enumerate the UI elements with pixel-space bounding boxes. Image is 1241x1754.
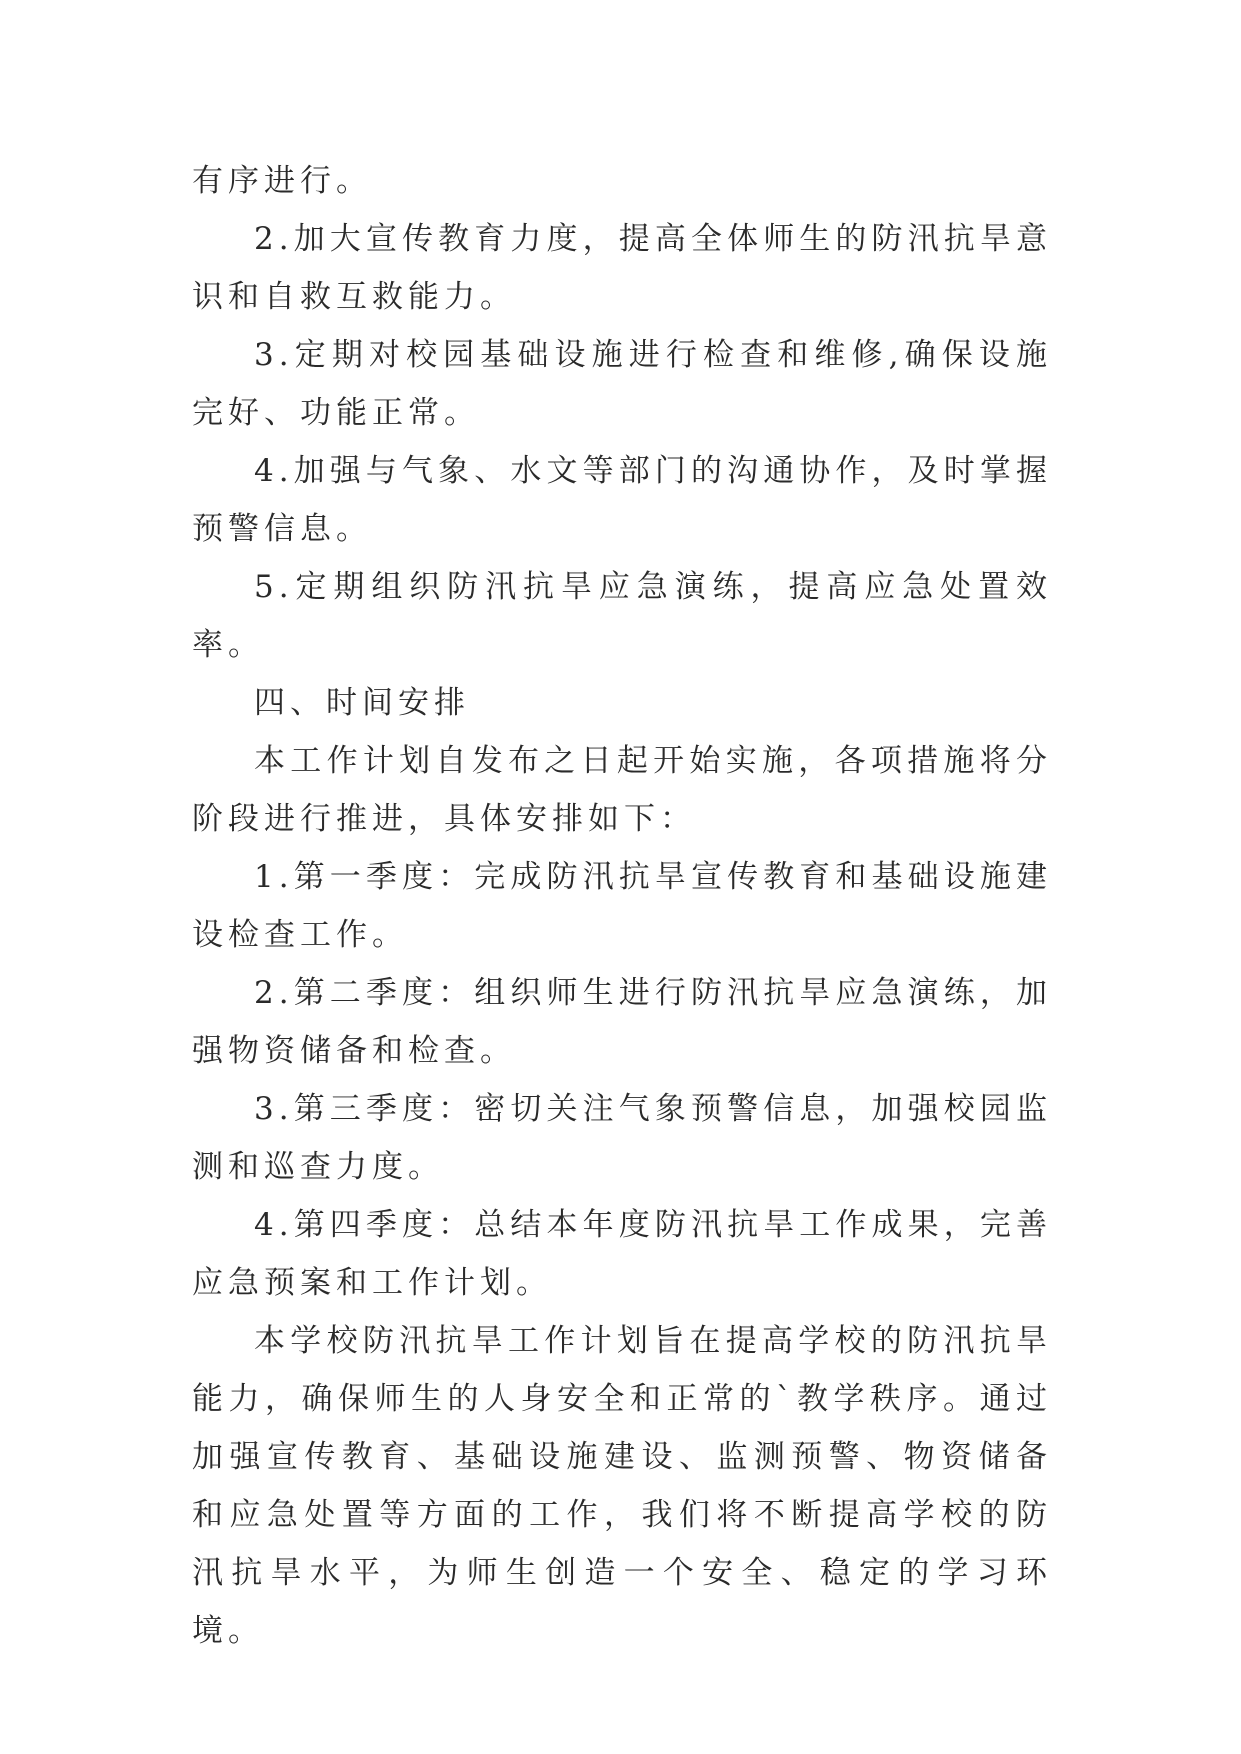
list-item-inspection: 3.定期对校园基础设施进行检查和维修,确保设施完好、功能正常。 xyxy=(192,337,1052,431)
paragraph-continuation: 有序进行。 xyxy=(192,163,372,199)
schedule-item-q4: 4.第四季度：总结本年度防汛抗旱工作成果，完善应急预案和工作计划。 xyxy=(192,1207,1052,1301)
schedule-item-q1: 1.第一季度：完成防汛抗旱宣传教育和基础设施建设检查工作。 xyxy=(192,859,1052,953)
schedule-item-q3: 3.第三季度：密切关注气象预警信息，加强校园监测和巡查力度。 xyxy=(192,1091,1052,1185)
schedule-intro: 本工作计划自发布之日起开始实施，各项措施将分阶段进行推进，具体安排如下： xyxy=(192,743,1052,837)
document-page xyxy=(192,152,1052,1660)
list-item-publicity: 2.加大宣传教育力度，提高全体师生的防汛抗旱意识和自救互救能力。 xyxy=(192,221,1052,315)
conclusion-paragraph: 本学校防汛抗旱工作计划旨在提高学校的防汛抗旱能力，确保师生的人身安全和正常的`教学秩序。通过加强宣传教育、基础设施建设、监测预警、物资储备和应急处置等方面的工作，我们将不断提高学校的防汛抗旱水平，为师生创造一个安全、稳定的学习环境。 xyxy=(192,1323,1052,1649)
schedule-item-q2: 2.第二季度：组织师生进行防汛抗旱应急演练，加强物资储备和检查。 xyxy=(192,975,1052,1069)
section-heading-schedule: 四、时间安排 xyxy=(254,685,470,721)
list-item-drills: 5.定期组织防汛抗旱应急演练，提高应急处置效率。 xyxy=(192,569,1052,663)
list-item-coordination: 4.加强与气象、水文等部门的沟通协作，及时掌握预警信息。 xyxy=(192,453,1052,547)
